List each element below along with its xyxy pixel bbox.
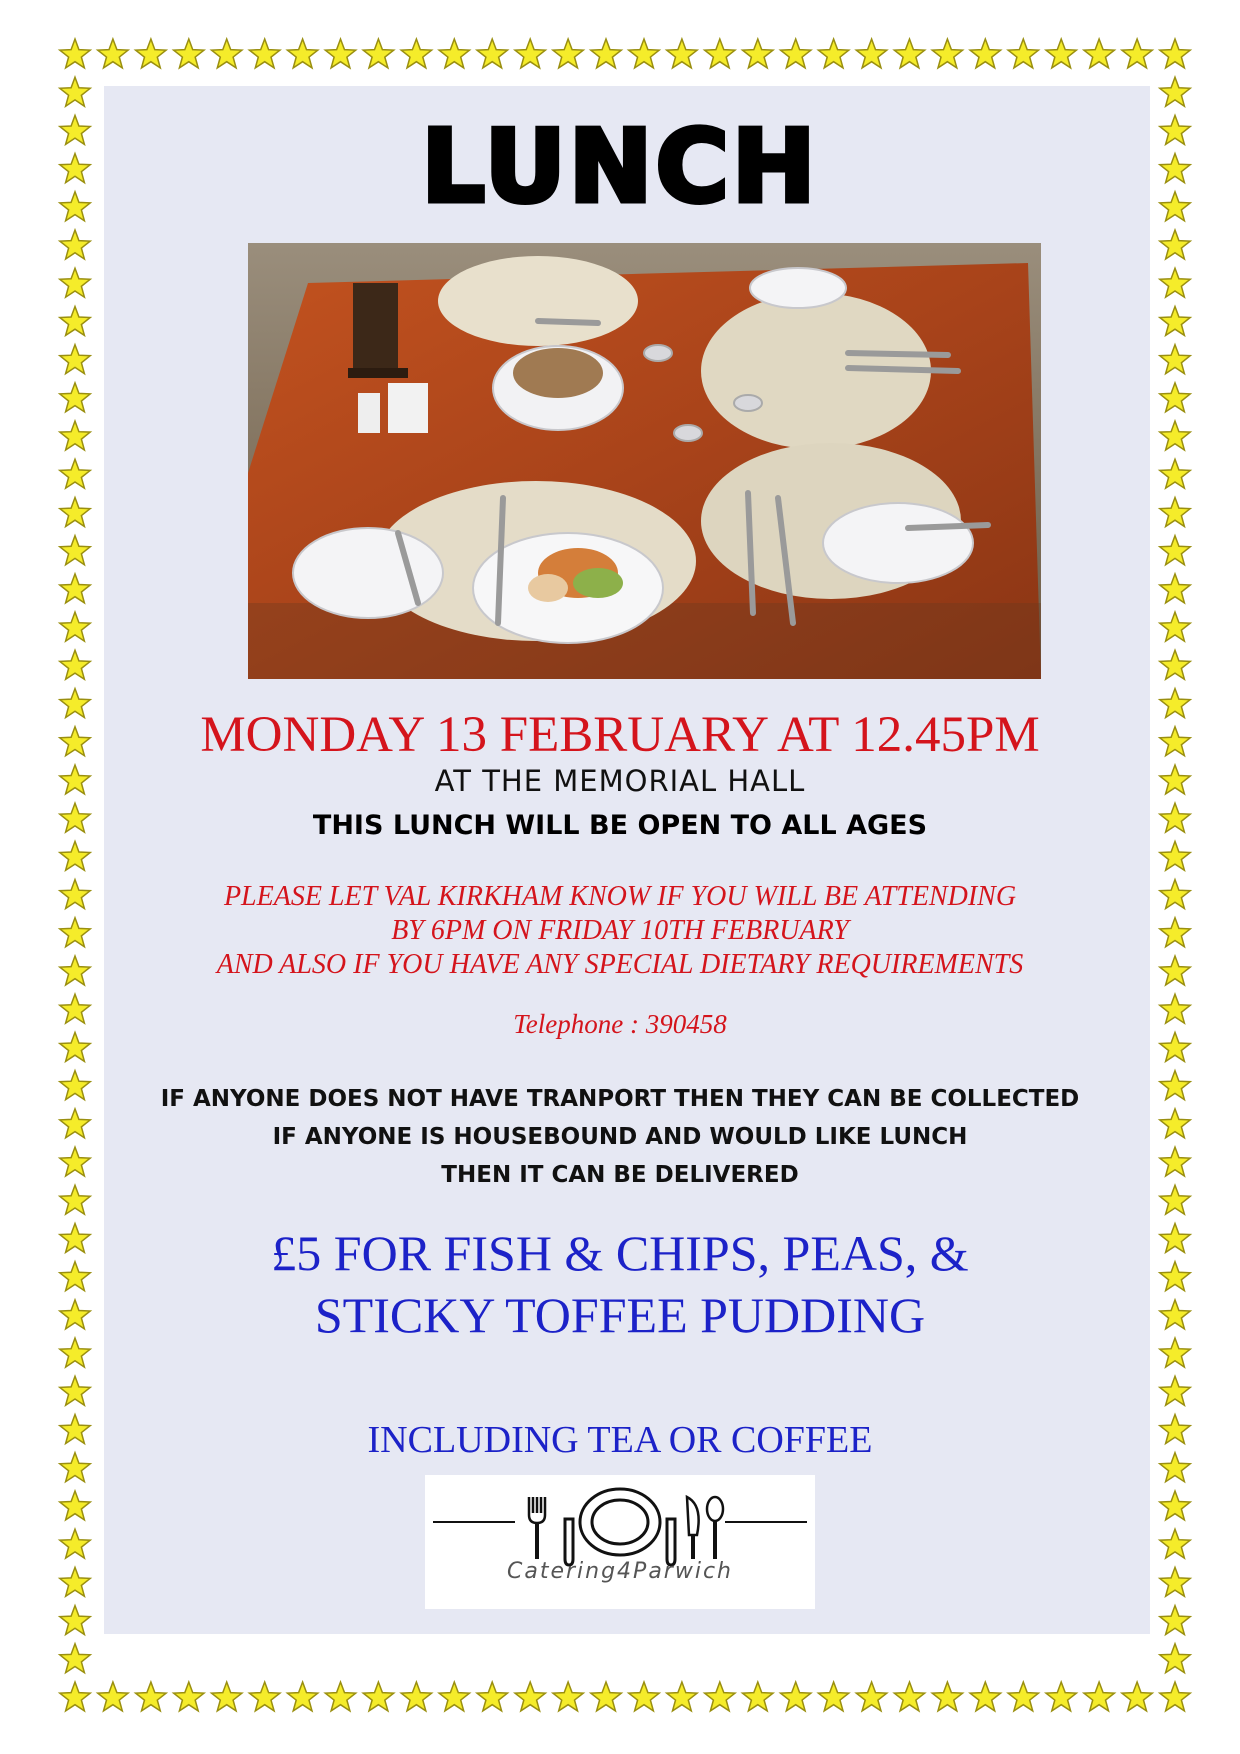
star-icon (705, 1682, 735, 1711)
star-icon (60, 1567, 90, 1596)
star-icon (174, 1682, 204, 1711)
star-icon (60, 498, 90, 527)
event-date: MONDAY 13 FEBRUARY AT 12.45PM (200, 707, 1040, 763)
star-icon (60, 345, 90, 374)
star-icon (1160, 498, 1190, 527)
star-icon (1122, 39, 1152, 68)
star-icon (60, 650, 90, 679)
star-icon (743, 1682, 774, 1711)
star-icon (856, 1682, 887, 1711)
star-icon (174, 39, 204, 68)
drinks-included: INCLUDING TEA OR COFFEE (367, 1419, 873, 1461)
star-icon (894, 39, 924, 68)
star-icon (591, 39, 622, 68)
star-icon (60, 383, 90, 412)
star-icon (818, 1682, 848, 1711)
star-icon (325, 1682, 355, 1711)
plate-cutlery-icon (425, 1475, 815, 1609)
star-icon (363, 1682, 394, 1711)
star-icon (553, 1682, 583, 1711)
star-icon (60, 1682, 90, 1711)
star-icon (1160, 459, 1190, 488)
star-icon (249, 39, 280, 68)
star-icon (401, 1682, 431, 1711)
star-icon (1008, 39, 1038, 68)
transport-notice-line: IF ANYONE IS HOUSEBOUND AND WOULD LIKE LUNCH (272, 1124, 968, 1150)
star-icon (515, 39, 545, 68)
star-icon (60, 841, 90, 870)
price-line: £5 FOR FISH & CHIPS, PEAS, & (271, 1225, 969, 1281)
star-icon (287, 1682, 317, 1711)
event-audience: THIS LUNCH WILL BE OPEN TO ALL AGES (312, 810, 928, 841)
star-icon (781, 39, 811, 68)
star-icon (1160, 383, 1190, 412)
star-icon (1122, 1682, 1152, 1711)
rsvp-notice-line: AND ALSO IF YOU HAVE ANY SPECIAL DIETARY REQUIREMENTS (216, 949, 1024, 980)
star-icon (477, 1682, 508, 1711)
star-icon (477, 39, 508, 68)
star-icon (1160, 77, 1190, 106)
star-icon (553, 39, 583, 68)
star-icon (705, 39, 735, 68)
star-icon (401, 39, 431, 68)
star-icon (60, 1529, 90, 1558)
star-icon (894, 1682, 924, 1711)
transport-notice-line: IF ANYONE DOES NOT HAVE TRANPORT THEN THEY CAN BE COLLECTED (160, 1086, 1080, 1112)
catering-logo-text: Catering4Parwich (506, 1559, 733, 1584)
star-icon (1160, 574, 1190, 603)
star-icon (970, 1682, 1001, 1711)
star-icon (60, 1606, 90, 1635)
star-icon (1160, 1644, 1190, 1673)
star-icon (1160, 612, 1190, 641)
star-icon (1160, 1529, 1190, 1558)
star-icon (325, 39, 355, 68)
star-icon (1160, 1567, 1190, 1596)
star-icon (1084, 39, 1115, 68)
telephone-number: Telephone : 390458 (513, 1009, 727, 1039)
star-icon (1160, 230, 1190, 259)
star-icon (136, 39, 167, 68)
star-icon (60, 574, 90, 603)
table-setting-photo (248, 243, 1041, 679)
star-icon (1160, 345, 1190, 374)
star-icon (212, 1682, 242, 1711)
star-icon (1046, 1682, 1076, 1711)
star-icon (60, 1376, 90, 1405)
star-icon (60, 230, 90, 259)
star-icon (856, 39, 887, 68)
star-icon (1160, 268, 1190, 297)
star-icon (439, 1682, 469, 1711)
star-icon (1160, 650, 1190, 679)
star-icon (1084, 1682, 1115, 1711)
star-icon (439, 39, 469, 68)
star-icon (591, 1682, 622, 1711)
star-icon (818, 39, 848, 68)
price-line: STICKY TOFFEE PUDDING (314, 1287, 926, 1343)
star-icon (1160, 39, 1190, 68)
star-icon (1160, 1376, 1190, 1405)
star-icon (98, 1682, 128, 1711)
star-icon (60, 268, 90, 297)
star-icon (60, 459, 90, 488)
rsvp-notice-line: PLEASE LET VAL KIRKHAM KNOW IF YOU WILL BE ATTENDING (223, 881, 1017, 912)
star-icon (287, 39, 317, 68)
star-icon (1160, 1682, 1190, 1711)
star-icon (1160, 841, 1190, 870)
star-icon (60, 77, 90, 106)
star-icon (743, 39, 774, 68)
catering-logo (425, 1475, 815, 1609)
poster-title: LUNCH (421, 108, 819, 225)
star-icon (60, 421, 90, 450)
star-icon (60, 307, 90, 336)
star-icon (1046, 39, 1076, 68)
star-icon (1160, 421, 1190, 450)
star-icon (781, 1682, 811, 1711)
star-icon (60, 1491, 90, 1520)
transport-notice-line: THEN IT CAN BE DELIVERED (441, 1162, 799, 1188)
star-icon (60, 536, 90, 565)
star-icon (98, 39, 128, 68)
star-icon (629, 39, 660, 68)
star-icon (136, 1682, 167, 1711)
star-icon (932, 39, 962, 68)
star-icon (1008, 1682, 1038, 1711)
star-icon (60, 612, 90, 641)
star-icon (363, 39, 394, 68)
star-icon (212, 39, 242, 68)
star-icon (629, 1682, 660, 1711)
star-icon (667, 1682, 697, 1711)
star-icon (932, 1682, 962, 1711)
star-icon (1160, 307, 1190, 336)
star-icon (1160, 1491, 1190, 1520)
event-venue: AT THE MEMORIAL HALL (434, 764, 806, 798)
star-icon (970, 39, 1001, 68)
rsvp-notice-line: BY 6PM ON FRIDAY 10TH FEBRUARY (391, 915, 849, 946)
star-icon (1160, 1606, 1190, 1635)
star-icon (667, 39, 697, 68)
star-icon (515, 1682, 545, 1711)
star-icon (60, 39, 90, 68)
star-icon (1160, 536, 1190, 565)
star-icon (249, 1682, 280, 1711)
star-icon (60, 1644, 90, 1673)
